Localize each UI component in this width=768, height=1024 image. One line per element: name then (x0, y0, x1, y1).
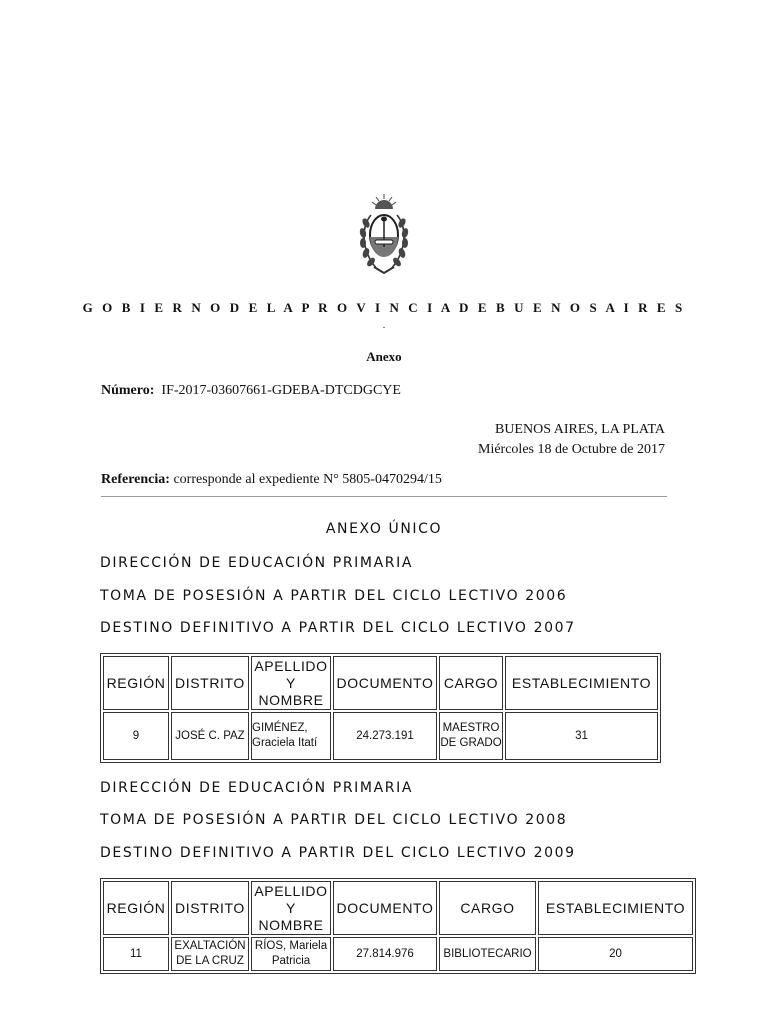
cell-region: 9 (103, 712, 169, 760)
header-district: DISTRITO (171, 881, 249, 935)
number-value: IF-2017-03607661-GDEBA-DTCDGCYE (161, 383, 401, 398)
city: BUENOS AIRES, LA PLATA (494, 422, 665, 437)
header-name: APELLIDO Y NOMBRE (251, 656, 331, 710)
date: Miércoles 18 de Octubre de 2017 (478, 442, 665, 457)
section-1-destination: DESTINO DEFINITIVO A PARTIR DEL CICLO LECTIVO 2007 (100, 620, 576, 636)
cell-document: 27.814.976 (333, 937, 437, 971)
header-region: REGIÓN (103, 656, 169, 710)
section-1-possession: TOMA DE POSESIÓN A PARTIR DEL CICLO LECTIVO 2006 (100, 588, 568, 604)
assignment-table-2 (100, 878, 696, 974)
cell-name: GIMÉNEZ, Graciela Itatí (251, 712, 331, 760)
header-region: REGIÓN (103, 881, 169, 935)
section-1-direction: DIRECCIÓN DE EDUCACIÓN PRIMARIA (100, 555, 413, 571)
header-name: APELLIDO Y NOMBRE (251, 881, 331, 935)
government-title: G O B I E R N O D E L A P R O V I N C I A D E B U E N O S A I R E S (82, 300, 686, 315)
place-date (478, 420, 665, 460)
cell-district: JOSÉ C. PAZ (171, 712, 249, 760)
header-document: DOCUMENTO (333, 656, 437, 710)
divider (101, 496, 667, 497)
document-type: Anexo (366, 349, 402, 364)
header-document: DOCUMENTO (333, 881, 437, 935)
cell-position: BIBLIOTECARIO (439, 937, 536, 971)
section-2-possession: TOMA DE POSESIÓN A PARTIR DEL CICLO LECTIVO 2008 (100, 812, 568, 828)
table-row (103, 712, 658, 760)
number-label: Número: (101, 383, 155, 398)
document-number (101, 383, 401, 399)
cell-district: EXALTACIÓN DE LA CRUZ (171, 937, 249, 971)
assignment-table-1 (100, 653, 661, 763)
cell-establishment: 31 (505, 712, 658, 760)
cell-establishment: 20 (538, 937, 693, 971)
table-row (103, 937, 693, 971)
coat-of-arms-icon (357, 193, 411, 277)
cell-name: RÍOS, Mariela Patricia (251, 937, 331, 971)
reference-value: corresponde al expediente N° 5805-0470294/15 (173, 472, 442, 487)
annex-title: ANEXO ÚNICO (325, 521, 443, 537)
header-position: CARGO (439, 881, 536, 935)
reference-label: Referencia: (101, 472, 170, 487)
header-establishment: ESTABLECIMIENTO (538, 881, 693, 935)
section-2-direction: DIRECCIÓN DE EDUCACIÓN PRIMARIA (100, 780, 413, 796)
cell-document: 24.273.191 (333, 712, 437, 760)
table-header-row (103, 881, 693, 935)
header-establishment: ESTABLECIMIENTO (505, 656, 658, 710)
cell-region: 11 (103, 937, 169, 971)
title-dot: . (382, 320, 386, 331)
cell-position: MAESTRO DE GRADO (439, 712, 503, 760)
table-header-row (103, 656, 658, 710)
header-position: CARGO (439, 656, 503, 710)
header-district: DISTRITO (171, 656, 249, 710)
section-2-destination: DESTINO DEFINITIVO A PARTIR DEL CICLO LECTIVO 2009 (100, 845, 576, 861)
reference (101, 472, 442, 488)
